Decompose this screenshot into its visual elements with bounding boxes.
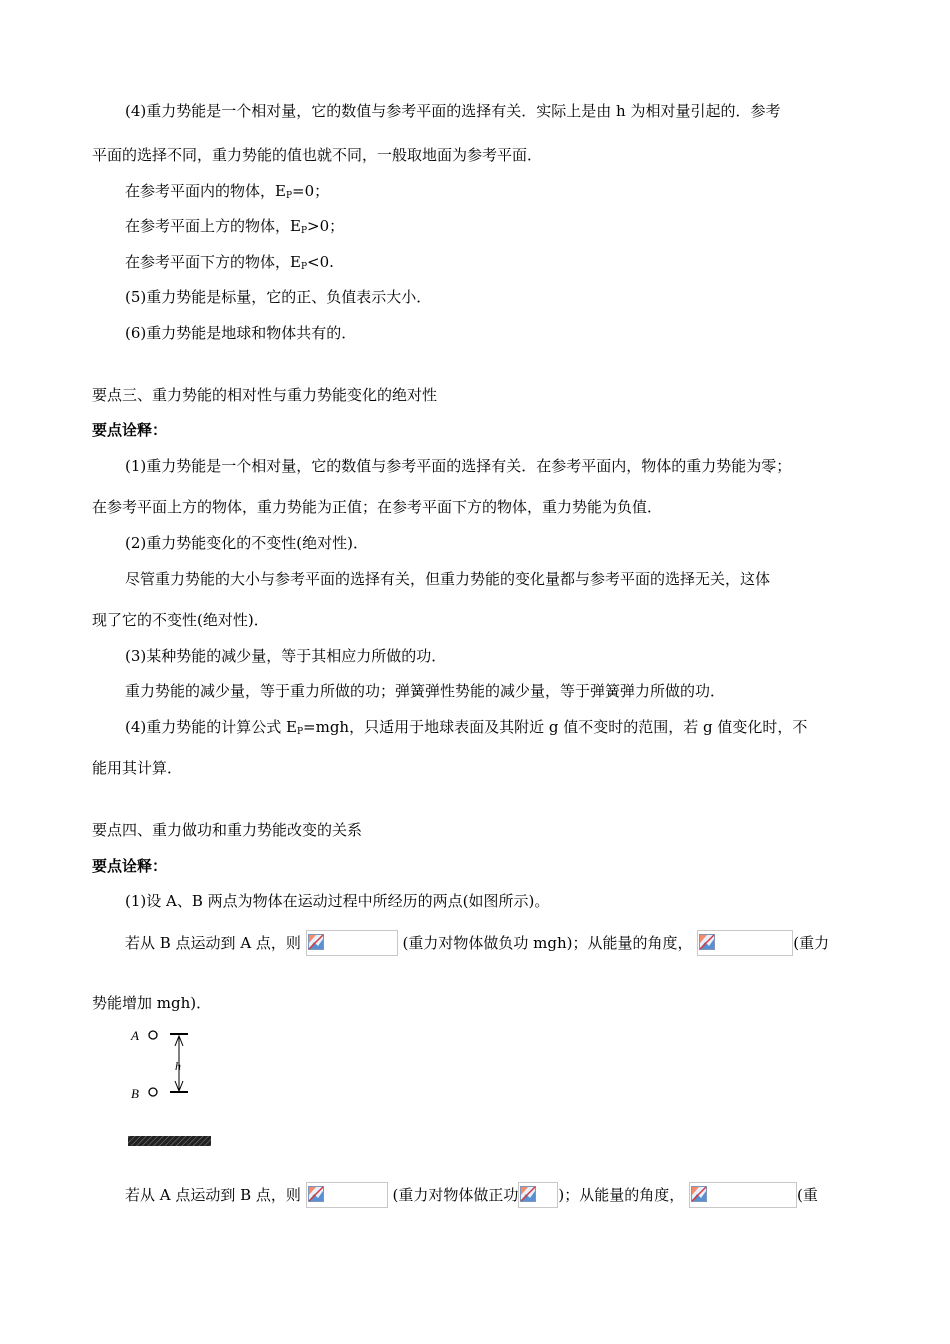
explanation-label: 要点诠释：	[92, 421, 168, 439]
explanation-label: 要点诠释：	[92, 857, 168, 875]
text-span: )；从能量的角度，	[558, 1186, 685, 1204]
formula-image-placeholder	[689, 1182, 797, 1208]
image-icon	[691, 1186, 707, 1202]
text-line	[125, 216, 344, 241]
label-h: h	[175, 1059, 181, 1073]
text-line: 势能增加 mgh)．	[92, 994, 212, 1012]
text-line	[125, 1182, 818, 1208]
text-line: (4)重力势能是一个相对量，它的数值与参考平面的选择有关．实际上是由 h 为相对量引起的．参考	[125, 102, 781, 120]
text-line: 尽管重力势能的大小与参考平面的选择有关，但重力势能的变化量都与参考平面的选择无关，这体	[125, 570, 771, 588]
text-span: 在参考平面下方的物体，E	[125, 253, 301, 271]
text-line: (5)重力势能是标量，它的正、负值表示大小．	[125, 288, 432, 306]
text-span: (重力	[793, 934, 830, 952]
text-line: 重力势能的减少量，等于重力所做的功；弹簧弹性势能的减少量，等于弹簧弹力所做的功．	[125, 682, 726, 700]
text-span: (重力对物体做正功	[392, 1186, 519, 1204]
text-line: 在参考平面上方的物体，重力势能为正值；在参考平面下方的物体，重力势能为负值．	[92, 498, 663, 516]
text-line	[125, 252, 334, 277]
text-span: 若从 B 点运动到 A 点，则	[125, 934, 301, 952]
height-diagram	[128, 1024, 228, 1154]
label-b: B	[131, 1086, 139, 1101]
text-line	[125, 181, 329, 206]
text-line: (1)设 A、B 两点为物体在运动过程中所经历的两点(如图所示)。	[125, 892, 550, 910]
subscript: P	[300, 262, 308, 272]
text-line: 能用其计算．	[92, 759, 183, 777]
formula-image-placeholder	[518, 1182, 558, 1208]
text-line	[125, 930, 829, 956]
text-line: 平面的选择不同，重力势能的值也就不同，一般取地面为参考平面．	[92, 146, 543, 164]
text-span: (重力对物体做负功 mgh)；从能量的角度，	[402, 934, 693, 952]
formula-image-placeholder	[306, 1182, 388, 1208]
text-line: (1)重力势能是一个相对量，它的数值与参考平面的选择有关．在参考平面内，物体的重力势能为零；	[125, 457, 792, 475]
subscript: P	[285, 191, 293, 201]
label-a: A	[131, 1028, 139, 1043]
point-b-marker	[149, 1088, 157, 1096]
text-span: 若从 A 点运动到 B 点，则	[125, 1186, 301, 1204]
point-a-marker	[149, 1031, 157, 1039]
text-line: 现了它的不变性(绝对性)．	[92, 611, 269, 629]
subscript: P	[300, 226, 308, 236]
text-span: 在参考平面上方的物体，E	[125, 217, 301, 235]
text-span: >0；	[307, 217, 345, 235]
subscript: P	[296, 727, 304, 737]
formula-image-placeholder	[306, 930, 398, 956]
image-icon	[699, 934, 715, 950]
text-span: (4)重力势能的计算公式 E	[125, 718, 297, 736]
text-span: 在参考平面内的物体，E	[125, 182, 286, 200]
section-heading: 要点四、重力做功和重力势能改变的关系	[92, 821, 363, 839]
section-heading: 要点三、重力势能的相对性与重力势能变化的绝对性	[92, 386, 438, 404]
text-span: =mgh，只适用于地球表面及其附近 g 值不变时的范围，若 g 值变化时，不	[303, 718, 808, 736]
text-line: (2)重力势能变化的不变性(绝对性)．	[125, 534, 368, 552]
text-span: <0.	[307, 253, 334, 271]
text-line	[125, 717, 807, 742]
text-span: =0；	[292, 182, 330, 200]
image-icon	[520, 1186, 536, 1202]
ground-hatch	[128, 1136, 211, 1146]
image-icon	[308, 1186, 324, 1202]
text-line: (3)某种势能的减少量，等于其相应力所做的功．	[125, 647, 447, 665]
image-icon	[308, 934, 324, 950]
text-line: (6)重力势能是地球和物体共有的．	[125, 324, 357, 342]
text-span: (重	[797, 1186, 818, 1204]
formula-image-placeholder	[697, 930, 793, 956]
